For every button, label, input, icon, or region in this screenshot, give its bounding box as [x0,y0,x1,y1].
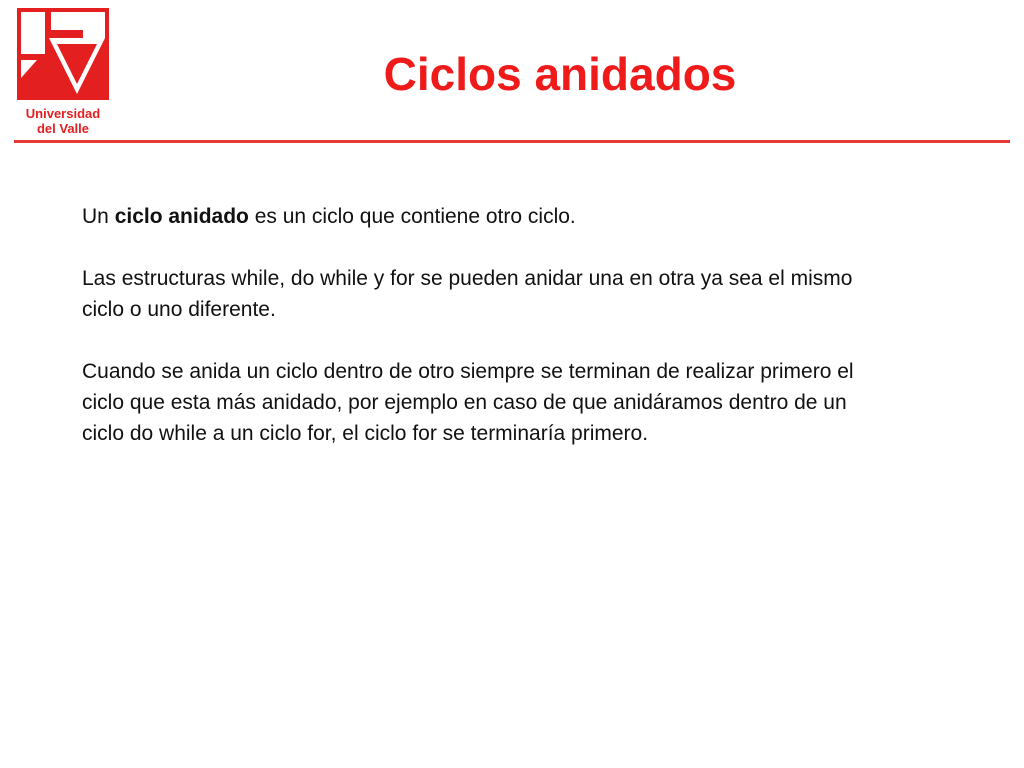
paragraph-1-bold-term: ciclo anidado [114,205,249,228]
logo-caption [13,106,113,136]
univalle-emblem-icon [17,8,109,100]
paragraph-definition [82,201,862,232]
slide-title: Ciclos anidados [383,48,737,100]
logo-line-2: del Valle [36,121,90,136]
logo-line-1: Universidad [25,106,101,121]
university-logo [17,8,109,138]
paragraph-nesting-order: Cuando se anida un ciclo dentro de otro siempre se terminan de realizar primero el ciclo que esta más anidado, por ejemplo en caso de que anidáramos dentro de un ciclo do while a un ciclo for, el ciclo for se terminaría primero. [82,360,854,445]
slide-body [82,201,862,449]
paragraph-structures: Las estructuras while, do while y for se pueden anidar una en otra ya sea el mismo ciclo o uno diferente. [82,267,853,321]
paragraph-1-suffix: es un ciclo que contiene otro ciclo. [248,205,576,228]
title-divider [14,140,1010,143]
paragraph-1-prefix: Un [82,205,115,228]
